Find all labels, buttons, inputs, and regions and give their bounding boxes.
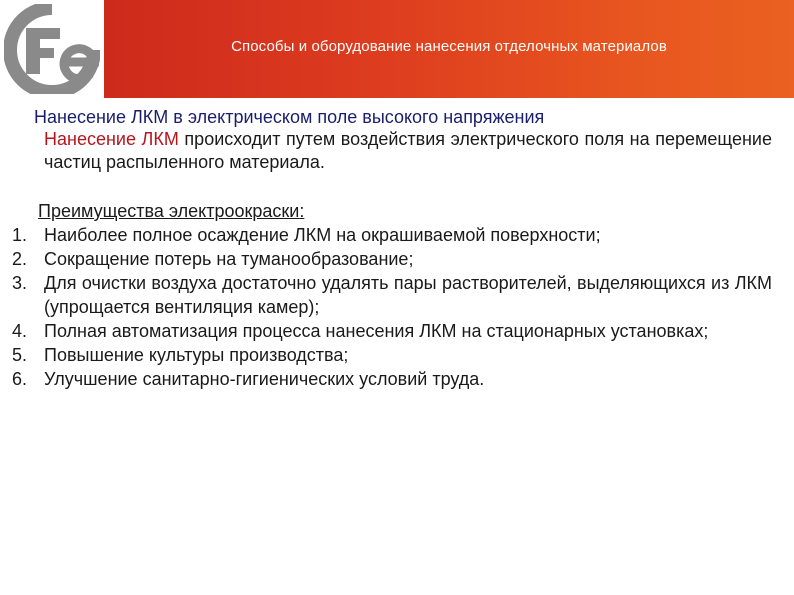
- intro-highlight: Нанесение ЛКМ: [44, 129, 179, 149]
- list-item: [12, 223, 772, 247]
- list-text: Полная автоматизация процесса нанесения ЛКМ на стационарных установках;: [44, 321, 709, 341]
- list-text: Для очистки воздуха достаточно удалять пары растворителей, выделяющихся из ЛКМ (упрощается вентиляция камер);: [44, 273, 772, 317]
- header-title: Способы и оборудование нанесения отделочных материалов: [231, 38, 667, 55]
- intro-paragraph: [44, 128, 772, 174]
- section-title: Нанесение ЛКМ в электрическом поле высокого напряжения: [34, 107, 545, 127]
- list-text: Улучшение санитарно-гигиенических условий труда.: [44, 369, 485, 389]
- list-item: [12, 343, 772, 367]
- list-item: [12, 247, 772, 271]
- header-bar: [0, 0, 794, 98]
- list-text: Сокращение потерь на туманообразование;: [44, 249, 414, 269]
- list-number: 5.: [12, 345, 28, 365]
- fe-logo-icon: [4, 4, 100, 94]
- list-number: 6.: [12, 369, 28, 389]
- slide-content: [12, 106, 772, 391]
- logo-panel: [0, 0, 104, 98]
- list-number: 4.: [12, 321, 28, 341]
- list-item: [12, 271, 772, 319]
- list-text: Наиболее полное осаждение ЛКМ на окрашиваемой поверхности;: [44, 225, 601, 245]
- intro-text: происходит путем воздействия электрического поля на перемещение частиц распыленного материала.: [44, 129, 773, 172]
- list-item: [12, 367, 772, 391]
- advantages-heading: [38, 200, 772, 223]
- list-text: Повышение культуры производства;: [44, 345, 349, 365]
- list-number: 2.: [12, 249, 28, 269]
- advantages-list: [12, 223, 772, 391]
- list-item: [12, 319, 772, 343]
- list-number: 3.: [12, 273, 28, 293]
- advantages-heading-text: Преимущества электроокраски: [38, 201, 300, 221]
- advantages-heading-colon: :: [299, 201, 305, 221]
- list-number: 1.: [12, 225, 28, 245]
